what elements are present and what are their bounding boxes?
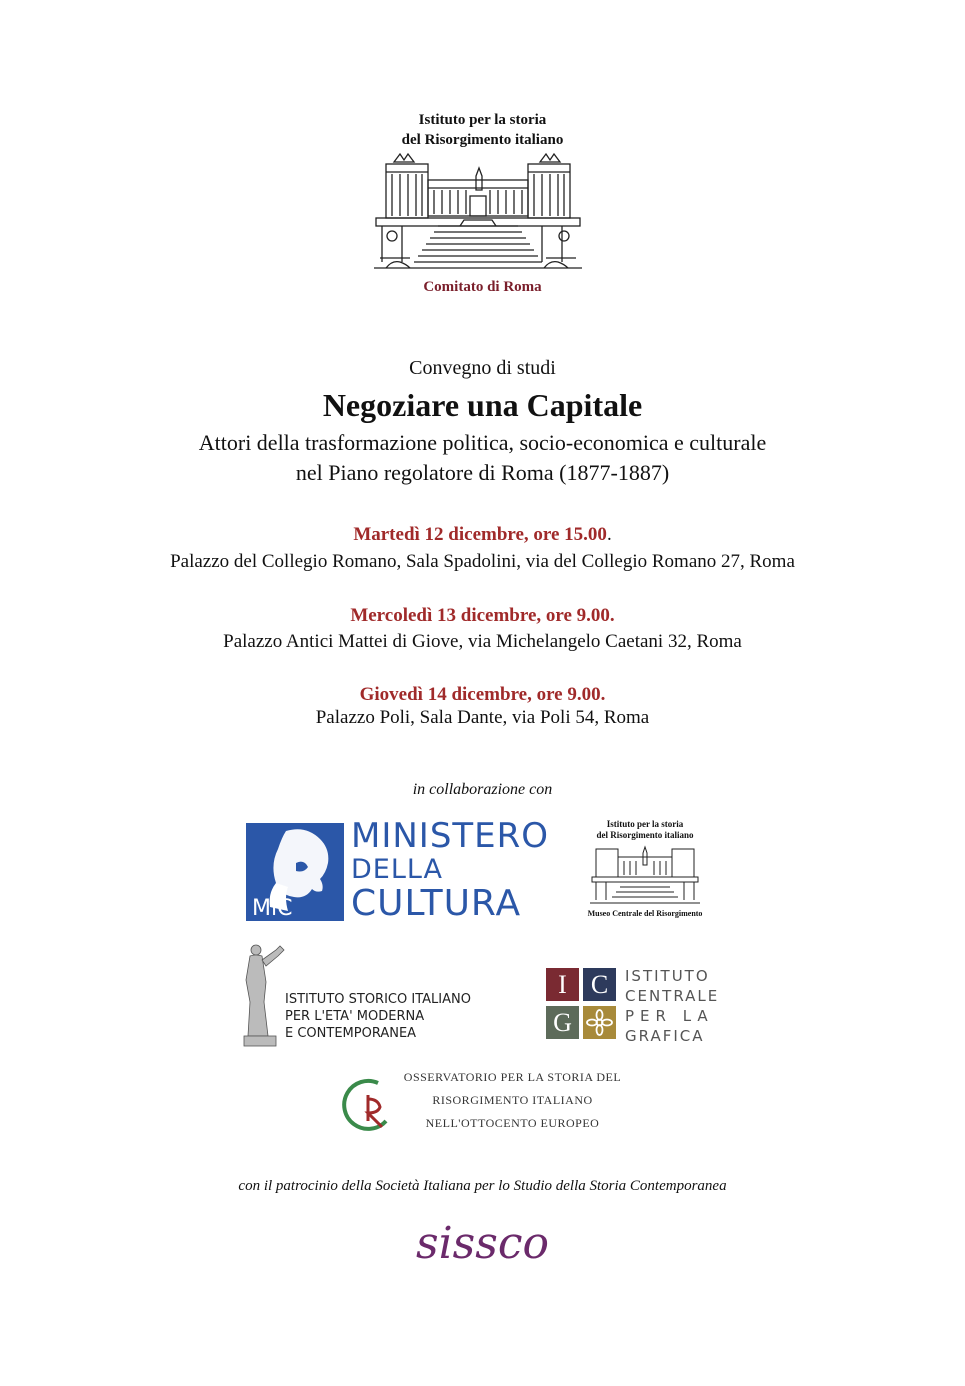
event-subtitle-line1: Attori della trasformazione politica, socio-economica e culturale	[198, 430, 767, 455]
osservatorio-text	[400, 1066, 625, 1135]
mic-badge-text: MiC	[252, 896, 293, 921]
mic-head-icon	[246, 823, 344, 921]
session-3-venue: Palazzo Poli, Sala Dante, via Poli 54, Roma	[315, 707, 650, 728]
osservatorio-line3: NELL'OTTOCENTO EUROPEO	[425, 1116, 600, 1130]
icg-cell-c: C	[583, 968, 616, 1001]
isi-line2: PER L'ETA' MODERNA	[285, 1009, 425, 1024]
event-subtitle-line2: nel Piano regolatore di Roma (1877-1887)	[295, 460, 670, 485]
institute-title-line2: del Risorgimento italiano	[401, 132, 564, 148]
museo-line1: Istituto per la storia	[606, 819, 684, 829]
icg-cell-flower	[583, 1006, 616, 1039]
event-title: Negoziare una Capitale	[322, 387, 643, 423]
event-kind: Convegno di studi	[409, 357, 556, 379]
icg-line3: PER LA	[625, 1007, 714, 1025]
session-1-date-suffix: .	[606, 524, 612, 545]
session-2-date: Mercoledì 13 dicembre, ore 9.00.	[350, 605, 615, 626]
session-1-date	[0, 524, 965, 546]
icg-line2: CENTRALE	[625, 987, 720, 1005]
committee-label: Comitato di Roma	[423, 279, 542, 295]
mic-line2: DELLA	[351, 854, 444, 885]
mic-line1: MINISTERO	[351, 816, 550, 856]
session-1-date-text: Martedì 12 dicembre, ore 15.00	[353, 524, 607, 545]
museo-logo-title	[584, 819, 706, 841]
vittoriano-logo	[372, 150, 584, 277]
icg-line4: GRAFICA	[625, 1027, 705, 1045]
institute-title-line1: Istituto per la storia	[418, 112, 547, 128]
osservatorio-line2: RISORGIMENTO ITALIANO	[432, 1093, 593, 1107]
isi-text	[285, 991, 471, 1042]
icg-cell-i: I	[546, 968, 579, 1001]
icg-text	[625, 966, 719, 1046]
event-subtitle	[0, 428, 965, 488]
mic-line3: CULTURA	[351, 883, 522, 924]
museo-line2: del Risorgimento italiano	[596, 830, 694, 840]
session-2-venue: Palazzo Antici Mattei di Giove, via Michelangelo Caetani 32, Roma	[223, 631, 742, 652]
isi-statue-icon	[238, 940, 288, 1050]
osservatorio-line1: OSSERVATORIO PER LA STORIA DEL	[403, 1070, 622, 1084]
icg-cell-g: G	[546, 1006, 579, 1039]
icg-grid	[546, 968, 618, 1042]
isi-line1: ISTITUTO STORICO ITALIANO	[285, 992, 471, 1007]
mic-logo-badge	[246, 823, 344, 921]
collaboration-label: in collaborazione con	[412, 781, 553, 798]
session-1-venue: Palazzo del Collegio Romano, Sala Spadolini, via del Collegio Romano 27, Roma	[170, 551, 795, 572]
osservatorio-icon	[338, 1075, 400, 1137]
institute-title	[0, 110, 965, 150]
sissco-logo: sissco	[416, 1218, 549, 1269]
flower-icon	[583, 1006, 616, 1039]
patronage-text: con il patrocinio della Società Italiana per lo Studio della Storia Contemporanea	[238, 1178, 727, 1194]
icg-line1: ISTITUTO	[625, 967, 710, 985]
isi-line3: E CONTEMPORANEA	[285, 1026, 417, 1041]
museo-caption: Museo Centrale del Risorgimento	[587, 909, 703, 918]
session-3-date: Giovedì 14 dicembre, ore 9.00.	[359, 684, 606, 705]
museo-vittoriano-icon	[590, 843, 700, 907]
